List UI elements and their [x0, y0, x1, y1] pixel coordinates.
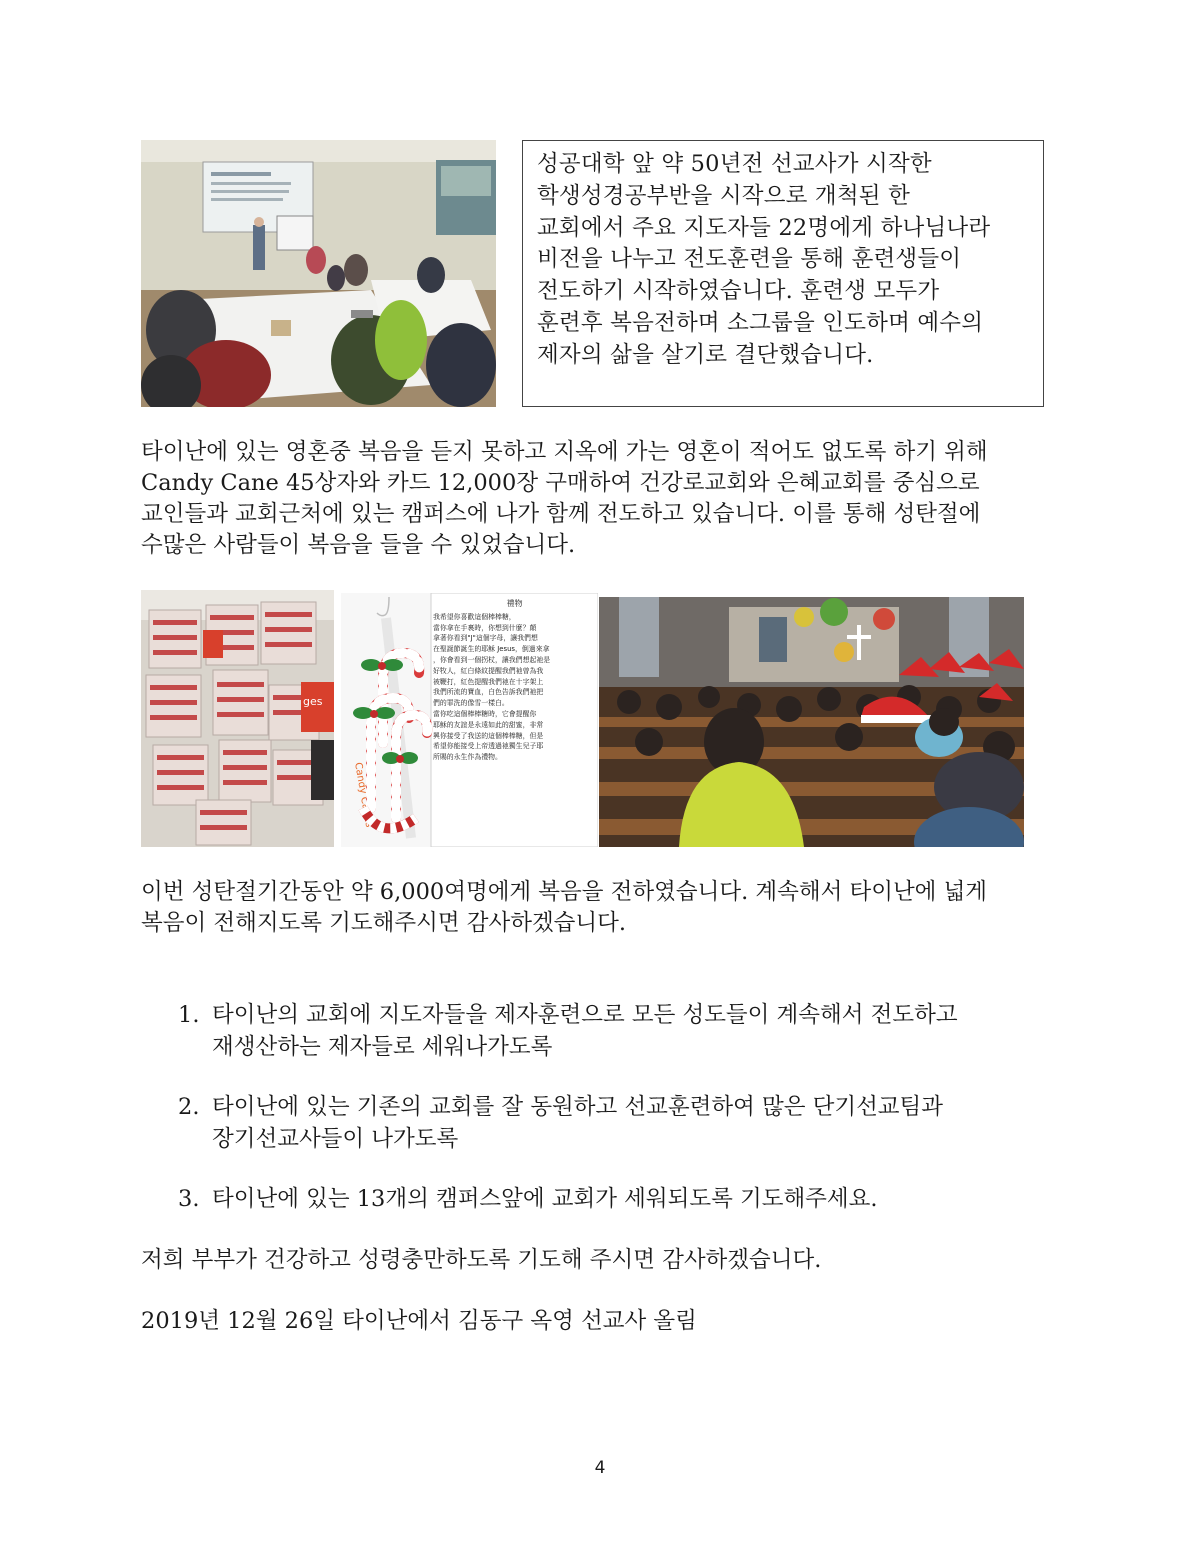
prayer-item-text: 타이난에 있는 13개의 캠퍼스앞에 교회가 세워되도록 기도해주세요.	[212, 1186, 878, 1212]
flyer-title: 禮物	[506, 599, 523, 608]
flyer-line: 拿著你看到"J"這個字母，讓我們想	[433, 634, 538, 643]
closing-sentence: 저희 부부가 건강하고 성령충만하도록 기도해 주시면 감사하겠습니다.	[141, 1247, 822, 1273]
flyer-line: 希望你能接受上帝透過祂獨生兒子耶	[433, 742, 544, 751]
prayer-item-number: 2.	[178, 1094, 200, 1120]
intro-line: 전도하기 시작하였습니다. 훈련생 모두가	[537, 278, 940, 305]
meeting-photo	[141, 140, 496, 407]
flyer-line: ，你會看到一個拐杖，讓我們想起祂是	[433, 655, 551, 664]
flyer-line: 所賜的永生作為禮物。	[433, 753, 502, 762]
page-number: 4	[594, 1458, 606, 1478]
flyer-line: 當你吃這個棒棒糖時，它會提醒你	[433, 709, 537, 718]
intro-line: 교회에서 주요 지도자들 22명에게 하나님나라	[537, 214, 991, 241]
prayer-item	[178, 1092, 1058, 1155]
flyer-line: 我希望你喜歡這個棒棒糖，	[433, 612, 516, 621]
flyer-text	[433, 599, 596, 763]
intro-line: 성공대학 앞 약 50년전 선교사가 시작한	[537, 151, 932, 177]
intro-text-box	[522, 140, 1044, 407]
results-paragraph	[141, 877, 1061, 939]
flyer-line: 興你接受了我送的這個棒棒糖，但是	[433, 731, 544, 740]
paragraph-line: 교인들과 교회근처에 있는 캠퍼스에 나가 함께 전도하고 있습니다. 이를 통해 성탄절에	[141, 501, 981, 527]
intro-line: 제자의 삶을 살기로 결단했습니다.	[537, 341, 874, 368]
flyer-line: 我們所流的寶血，白色告訴我們祂把	[433, 688, 544, 697]
prayer-item-text: 타이난에 있는 기존의 교회를 잘 동원하고 선교훈련하여 많은 단기선교팀과	[212, 1094, 944, 1120]
signature-line: 2019년 12월 26일 타이난에서 김동구 옥영 선교사 올림	[141, 1308, 697, 1334]
christmas-service-photo	[599, 597, 1024, 847]
prayer-item-text: 타이난의 교회에 지도자들을 제자훈련으로 모든 성도들이 계속해서 전도하고	[212, 1002, 958, 1028]
gospel-flyer-photo	[341, 593, 598, 847]
prayer-item	[178, 1000, 1058, 1063]
paragraph-line: 수많은 사람들이 복음을 들을 수 있었습니다.	[141, 532, 576, 558]
evangelism-paragraph	[141, 437, 1061, 561]
svg-text:Candy Canes: Candy Canes	[352, 761, 375, 829]
flyer-line: 們的罪洗的像雪一樣白。	[433, 699, 509, 708]
candy-box-label: ges	[303, 695, 323, 708]
flyer-line: 當你拿在手裏時，你想到什麼？顛	[433, 623, 537, 632]
paragraph-line: Candy Cane 45상자와 카드 12,000장 구매하여 건강로교회와 은혜교회를 중심으로	[141, 470, 980, 496]
intro-line: 학생성경공부반을 시작으로 개척된 한	[537, 182, 911, 209]
prayer-item-number: 1.	[178, 1002, 200, 1028]
paragraph-line: 복음이 전해지도록 기도해주시면 감사하겠습니다.	[141, 910, 627, 936]
flyer-line: 好牧人，紅白條紋提醒我們祂曾為我	[433, 666, 544, 675]
prayer-item-number: 3.	[178, 1186, 200, 1212]
prayer-item	[178, 1184, 1058, 1216]
intro-line: 훈련후 복음전하며 소그룹을 인도하며 예수의	[537, 309, 984, 336]
prayer-item-text: 재생산하는 제자들로 세워나가도록	[212, 1033, 553, 1060]
intro-line: 비전을 나누고 전도훈련을 통해 훈련생들이	[537, 246, 962, 273]
flyer-line: 被鞭打，紅色提醒我們祂在十字架上	[433, 677, 544, 686]
paragraph-line: 타이난에 있는 영혼중 복음을 듣지 못하고 지옥에 가는 영혼이 적어도 없도록 하기 위해	[141, 439, 988, 465]
candy-cane-boxes-photo	[141, 590, 334, 847]
flyer-line: 在聖誕節誕生的耶穌 Jesus，倒過來拿	[433, 645, 550, 654]
paragraph-line: 이번 성탄절기간동안 약 6,000여명에게 복음을 전하였습니다. 계속해서 타이난에 넓게	[141, 879, 988, 905]
prayer-item-text: 장기선교사들이 나가도록	[212, 1125, 459, 1152]
flyer-line: 耶穌的友誼是永遠如此的甜蜜，非常	[433, 720, 544, 729]
